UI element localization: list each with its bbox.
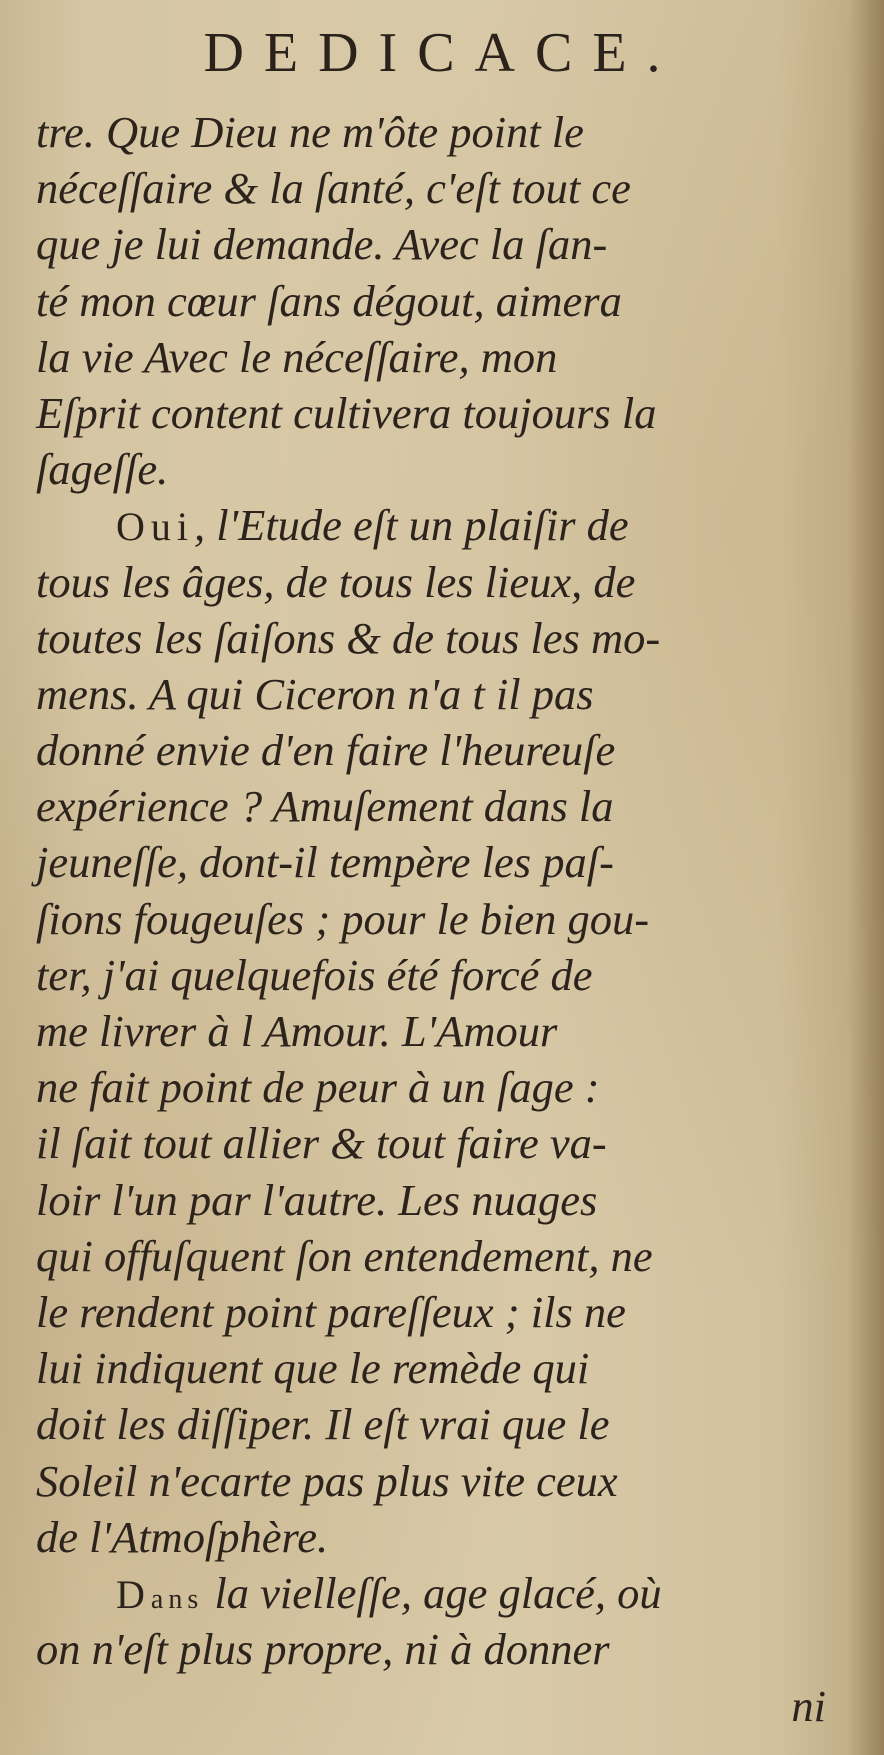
text-line: Eſprit content cultivera toujours la [36, 387, 657, 438]
text-line: toutes les ſaiſons & de tous les mo- [36, 612, 661, 663]
text-line: tous les âges, de tous les lieux, de [36, 556, 636, 607]
text-line: loir l'un par l'autre. Les nuages [36, 1174, 598, 1225]
text-line: expérience ? Amuſement dans la [36, 781, 614, 832]
text-line: me livrer à l Amour. L'Amour [36, 1006, 558, 1056]
text-line: ne fait point de peur à un ſage : [36, 1062, 600, 1113]
text-line: donné envie d'en faire l'heureuſe [36, 725, 616, 776]
text-line: la vie Avec le néceſſaire, mon [36, 331, 558, 382]
text-line: que je lui demande. Avec la ſan- [36, 219, 608, 270]
text-line: le rendent point pareſſeux ; ils ne [36, 1286, 626, 1337]
text-line: ter, j'ai quelquefois été forcé de [36, 949, 593, 1000]
text-line-rest: , l'Etude eſt un plaiſir de [194, 500, 629, 551]
text-line: de l'Atmoſphère. [36, 1511, 329, 1562]
paragraph-opening-line [36, 1565, 862, 1621]
body-text [36, 104, 862, 1677]
text-line: on n'eſt plus propre, ni à donner [36, 1624, 610, 1675]
text-line-rest: la vielleſſe, age glacé, où [203, 1567, 662, 1618]
text-line: ſageſſe. [36, 444, 169, 495]
text-line: qui offuſquent ſon entendement, ne [36, 1230, 653, 1281]
text-line: ſions fougeuſes ; pour le bien gou- [36, 893, 650, 944]
paragraph-lead-small-caps: ans [150, 1583, 204, 1615]
text-line: Soleil n'ecarte pas plus vite ceux [36, 1455, 618, 1506]
text-line: té mon cœur ſans dégout, aimera [36, 275, 622, 326]
text-line: doit les diſſiper. Il eſt vrai que le [36, 1399, 610, 1450]
paragraph-lead-capital: D [116, 1571, 151, 1617]
text-line: il ſait tout allier & tout faire va- [36, 1118, 607, 1169]
running-header: DEDICACE. [203, 22, 681, 84]
text-line: jeuneſſe, dont-il tempère les paſ- [36, 837, 614, 888]
text-line: tre. Que Dieu ne m'ôte point le [36, 107, 584, 157]
paragraph-opening-line [36, 497, 862, 553]
catchword: ni [791, 1681, 826, 1731]
text-line: lui indiquent que le remède qui [36, 1343, 590, 1394]
text-line: mens. A qui Ciceron n'a t il pas [36, 668, 594, 719]
text-line: néceſſaire & la ſanté, c'eſt tout ce [36, 163, 631, 214]
paragraph-lead-word: Oui [116, 504, 194, 550]
